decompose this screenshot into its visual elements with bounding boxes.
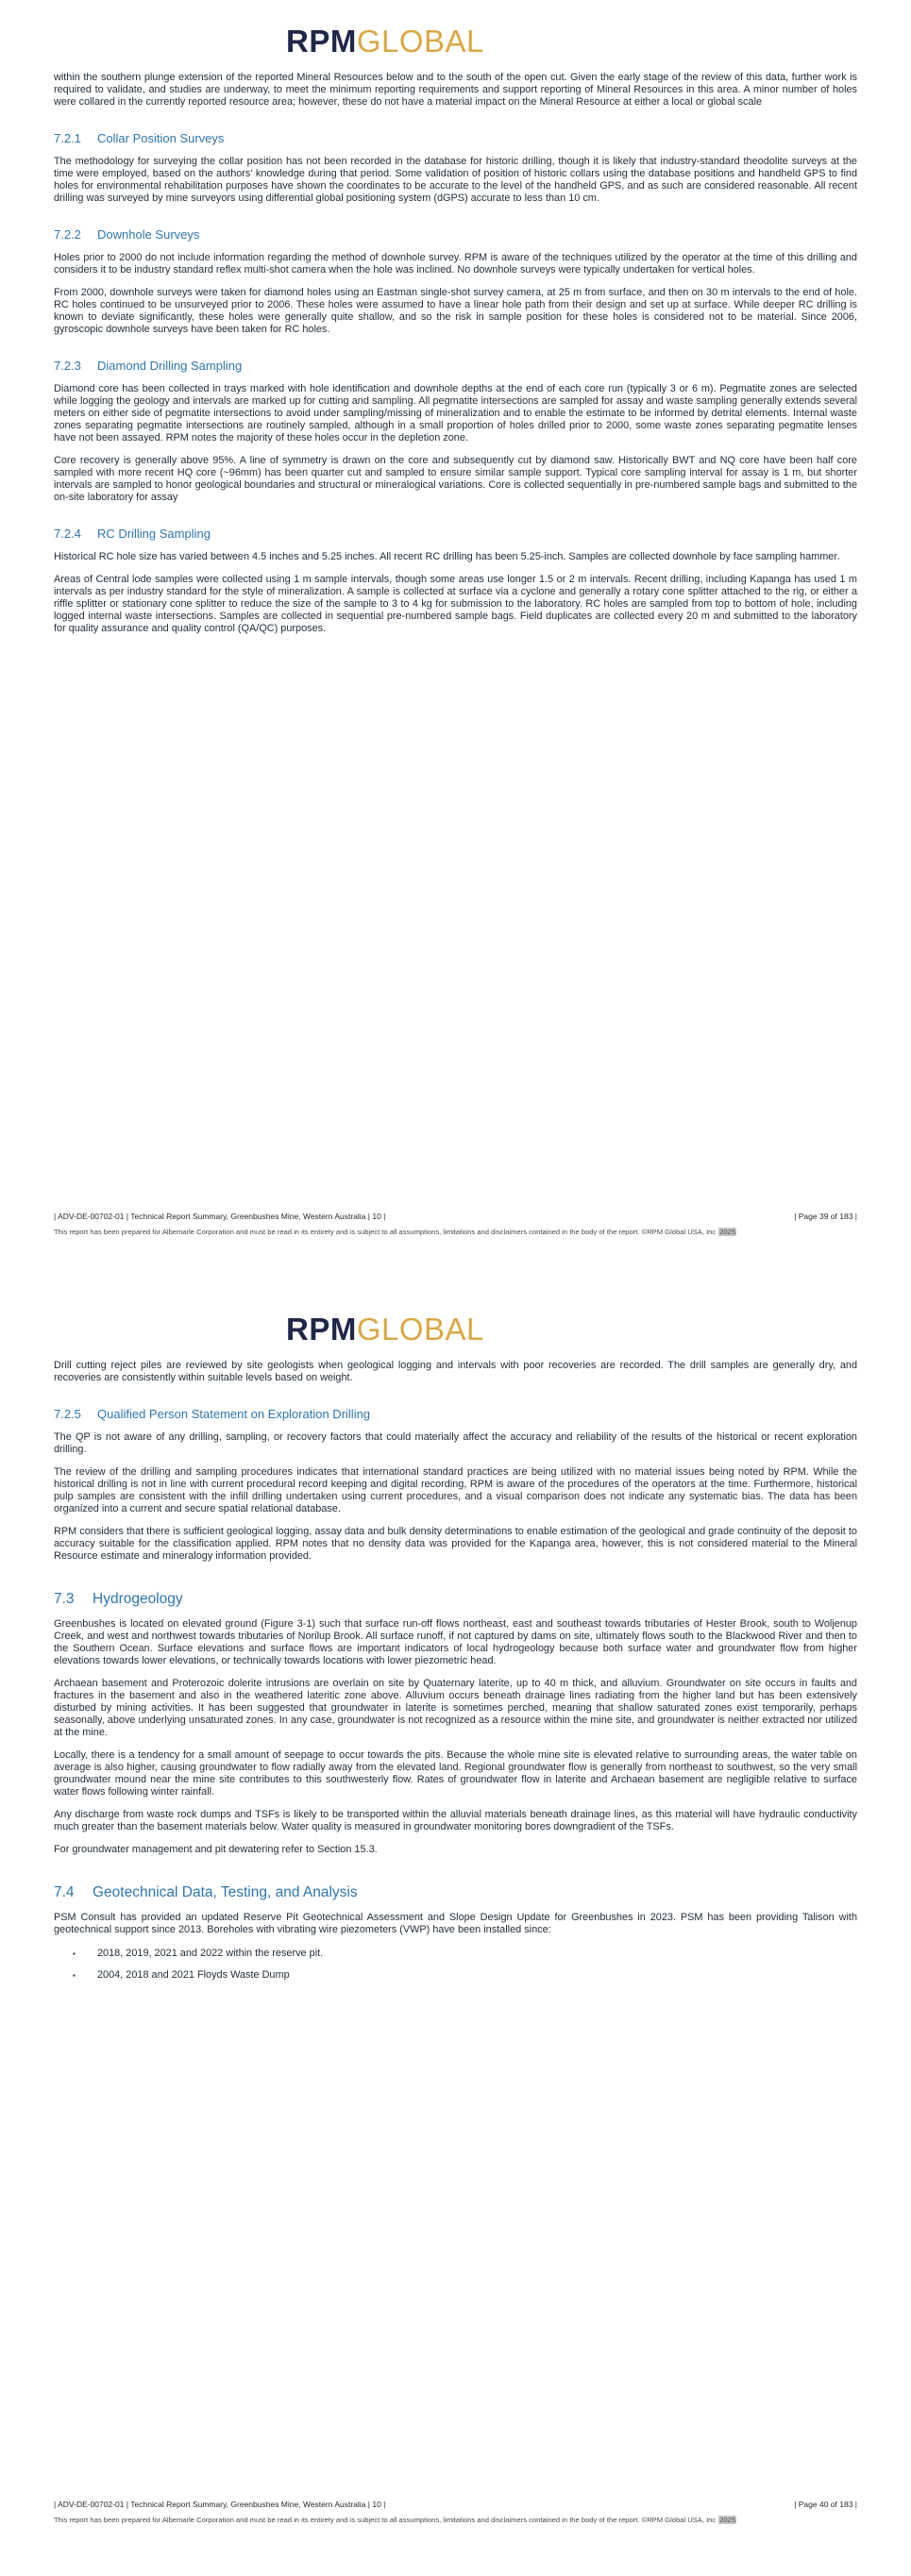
page-content xyxy=(0,72,911,635)
rpmglobal-logo xyxy=(286,25,911,59)
section-heading-collar-position-surveys xyxy=(54,131,857,145)
heading-number: 7.2.3 xyxy=(54,359,81,373)
paragraph: Drill cutting reject piles are reviewed by site geologists when geological logging and intervals with poor recoveries are recorded. The drill samples are generally dry, and recoveries are consistently within suitable levels based on weight. xyxy=(54,1360,857,1383)
section-heading-rc-drilling-sampling xyxy=(54,527,857,541)
paragraph: From 2000, downhole surveys were taken for diamond holes using an Eastman single-shot survey camera, at 25 m from surface, and then on 30 m intervals to the end of hole. RC holes continued to be unsurveyed prior to 2006. These holes were assumed to have a linear hole path from their design and set up at surface. While deeper RC drilling is known to deviate significantly, these holes were generally quite shallow, and so the risk in sample position for these holes is considered not to be material. Since 2006, gyroscopic downhole surveys have been taken for RC holes. xyxy=(54,287,857,335)
disclaimer-year-highlight: 2025 xyxy=(719,2515,736,2524)
heading-title: RC Drilling Sampling xyxy=(97,527,211,541)
footer-doc-info: | ADV-DE-00702-01 | Technical Report Summary, Greenbushes Mine, Western Australia | 10 | xyxy=(54,1211,386,1221)
logo-global-text: GLOBAL xyxy=(356,1312,484,1347)
page-content xyxy=(0,1360,911,1982)
heading-number: 7.2.5 xyxy=(54,1407,81,1421)
paragraph: The review of the drilling and sampling procedures indicates that international standard practices are being utilized with no material issues being noted by RPM. While the historical drilling is not in line with current procedural record keeping and digital recording, RPM is aware of the procedures of the operators at the time. Furthermore, historical pulp samples are consistent with the infill drilling undertaken using current procedures, and a visual comparison does not indicate any systematic bias. The data has been organized into a current and secure spatial relational database. xyxy=(54,1466,857,1514)
footer-page-number: | Page 39 of 183 | xyxy=(794,1211,857,1221)
page-footer xyxy=(54,2500,857,2525)
section-heading-downhole-surveys xyxy=(54,227,857,242)
paragraph: Greenbushes is located on elevated ground (Figure 3-1) such that surface run-off flows northeast, east and southeast towards tributaries of Hester Brook, south to Woljenup Creek, and west and northwest towards tributaries of Norilup Brook. All surface runoff, if not captured by dams on site, ultimately flows south to the Blackwood River and then to the Southern Ocean. Surface elevations and surface flows are important indicators of local hydrogeology because both surface water and groundwater flow from higher elevations towards lower elevations, or technically towards locations with lower piezometric head. xyxy=(54,1618,857,1666)
logo-global-text: GLOBAL xyxy=(356,24,484,59)
paragraph: The QP is not aware of any drilling, sampling, or recovery factors that could materially affect the accuracy and reliability of the results of the historical or recent exploration drilling. xyxy=(54,1431,857,1455)
paragraph: Archaean basement and Proterozoic dolerite intrusions are overlain on site by Quaternary laterite, up to 40 m thick, and alluvium. Groundwater on site occurs in faults and fractures in the basement and also in the weathered lateritic zone above. Alluvium occurs beneath drainage lines radiating from the higher land but has been extensively disturbed by mining activities. It has been suggested that groundwater in laterite is sometimes perched, meaning that shallow saturated zones exist temporarily, perhaps seasonally, above underlying unsaturated zones. In any case, groundwater is not recognized as a resource within the mine site, and groundwater is neither extracted nor utilized at the mine. xyxy=(54,1678,857,1738)
bullet-text: 2018, 2019, 2021 and 2022 within the reserve pit. xyxy=(97,1948,324,1959)
paragraph: Historical RC hole size has varied between 4.5 inches and 5.25 inches. All recent RC drilling has been 5.25-inch. Samples are collected downhole by face sampling hammer. xyxy=(54,551,840,562)
heading-title: Collar Position Surveys xyxy=(97,131,225,145)
section-heading-qualified-person-statement xyxy=(54,1407,857,1421)
footer-disclaimer xyxy=(54,1228,857,1237)
paragraph: Holes prior to 2000 do not include information regarding the method of downhole survey. RPM is aware of the techniques utilized by the operator at the time of this drilling and considers it to be industry standard reflex multi-shot camera when the hole was inclined. No downhole surveys were typically undertaken for vertical holes. xyxy=(54,252,857,276)
section-heading-hydrogeology xyxy=(54,1591,857,1608)
disclaimer-year-highlight: 2025 xyxy=(719,1227,736,1236)
list-item xyxy=(73,1969,857,1982)
paragraph: For groundwater management and pit dewatering refer to Section 15.3. xyxy=(54,1844,378,1855)
paragraph: PSM Consult has provided an updated Reserve Pit Geotechnical Assessment and Slope Design Update for Greenbushes in 2023. PSM has been providing Talison with geotechnical support since 2013. Boreholes with vibrating wire piezometers (VWP) have been installed since: xyxy=(54,1912,857,1935)
bullet-icon: ▪ xyxy=(73,1971,76,1980)
section-heading-diamond-drilling-sampling xyxy=(54,359,857,373)
heading-number: 7.3 xyxy=(54,1591,75,1607)
footer-row xyxy=(54,1212,857,1222)
logo-rpm-text: RPM xyxy=(286,1312,357,1347)
heading-number: 7.2.2 xyxy=(54,227,81,242)
footer-disclaimer xyxy=(54,2516,857,2525)
rpmglobal-logo xyxy=(286,1313,911,1347)
paragraph: within the southern plunge extension of the reported Mineral Resources below and to the south of the open cut. Given the early stage of the review of this data, further work is required to validate, and studies are underway, to meet the minimum reporting requirements and support reporting of Mineral Resources in this area. A minor number of holes were collared in the currently reported resource area; however, these do not have a material impact on the Mineral Resource at either a local or global scale xyxy=(54,72,857,108)
heading-number: 7.4 xyxy=(54,1884,75,1900)
paragraph: Any discharge from waste rock dumps and TSFs is likely to be transported within the alluvial materials beneath drainage lines, as this material will have hydraulic conductivity much greater than the basement materials below. Water quality is measured in groundwater monitoring bores downgradient of the TSFs. xyxy=(54,1809,857,1832)
paragraph: Areas of Central lode samples were collected using 1 m sample intervals, though some areas use longer 1.5 or 2 m intervals. Recent drilling, including Kapanga has used 1 m intervals as per industry standard for the style of mineralization. A sample is collected at surface via a cyclone and generally a rotary cone splitter attached to the rig, or either a riffle splitter or stationary cone splitter to reduce the size of the sample to 3 to 4 kg for submission to the laboratory. RC holes are sampled from top to bottom of hole, including logged internal waste intersections. Samples are collected in sequential pre-numbered sample bags. Field duplicates are collected every 20 m and submitted to the laboratory for quality assurance and quality control (QA/QC) purposes. xyxy=(54,574,857,634)
heading-title: Qualified Person Statement on Exploration Drilling xyxy=(97,1407,371,1421)
list-item xyxy=(73,1948,857,1960)
paragraph: Diamond core has been collected in trays marked with hole identification and downhole depths at the end of each core run (typically 3 or 6 m). Pegmatite zones are selected while logging the geology and intervals are marked up for cutting and sampling. All pegmatite intersections are sampled for assay and waste sampling generally extends several meters on either side of pegmatite intersections to avoid under sampling/missing of mineralization and to enable the estimate to be informed by detrital elements. Internal waste zones separating pegmatite intersections are routinely sampled, although in a small proportion of holes drilled prior to 2000, some waste zones separating pegmatite lenses have not been assayed. RPM notes the majority of these holes occur in the depletion zone. xyxy=(54,383,857,443)
heading-title: Geotechnical Data, Testing, and Analysis xyxy=(93,1884,358,1900)
section-heading-geotechnical-data xyxy=(54,1884,857,1901)
document-page-40 xyxy=(0,1288,911,2576)
heading-title: Diamond Drilling Sampling xyxy=(97,359,243,373)
disclaimer-text: This report has been prepared for Albemarle Corporation and must be read in its entirety and is subject to all assumptions, limitations and disclaimers contained in the body of the report. ©RPM Global USA, Inc xyxy=(54,2515,717,2524)
footer-row xyxy=(54,2500,857,2510)
heading-number: 7.2.1 xyxy=(54,131,81,145)
paragraph: Locally, there is a tendency for a small amount of seepage to occur towards the pits. Because the whole mine site is elevated relative to surrounding areas, the water table on average is also higher, causing groundwater to flow radially away from the elevated land. Regional groundwater flow is generally from northeast to southwest, so the very small groundwater mound near the mine site contributes to this southwesterly flow. Rates of groundwater flow in laterite and Archaean basement are negligible relative to surface water flows following winter rainfall. xyxy=(54,1749,857,1798)
footer-doc-info: | ADV-DE-00702-01 | Technical Report Summary, Greenbushes Mine, Western Australia | 10 | xyxy=(54,2499,386,2509)
paragraph: Core recovery is generally above 95%. A line of symmetry is drawn on the core and subsequently cut by diamond saw. Historically BWT and NQ core have been half core sampled with more recent HQ core (~96mm) has been quarter cut and sampled to ensure similar sample support. Typical core sampling interval for assay is 1 m, but shorter intervals are sampled to honor geological boundaries and structural or mineralogical variations. Core is collected sequentially in pre-numbered sample bags and submitted to the on-site laboratory for assay xyxy=(54,455,857,503)
heading-title: Hydrogeology xyxy=(93,1591,183,1607)
paragraph: The methodology for surveying the collar position has not been recorded in the database for historic drilling, though it is likely that industry-standard theodolite surveys at the time were employed, based on the authors' knowledge during that period. Some validation of position of historic collars using the database positions and handheld GPS to find holes for environmental rehabilitation purposes have shown the coordinates to be accurate to the level of the handheld GPS, and as such are considered reasonable. All recent drilling was surveyed by mine surveyors using differential global positioning system (dGPS) accurate to less than 10 cm. xyxy=(54,156,857,204)
footer-page-number: | Page 40 of 183 | xyxy=(794,2499,857,2509)
bullet-icon: ▪ xyxy=(73,1949,76,1958)
heading-title: Downhole Surveys xyxy=(97,227,200,242)
paragraph: RPM considers that there is sufficient geological logging, assay data and bulk density determinations to enable estimation of the geological and grade continuity of the deposit to accuracy suitable for the classification applied. RPM notes that no density data was provided for the Kapanga area, however, this is not considered material to the Mineral Resource estimate and mineralogy information provided. xyxy=(54,1526,857,1562)
page-footer xyxy=(54,1212,857,1237)
logo-rpm-text: RPM xyxy=(286,24,357,59)
disclaimer-text: This report has been prepared for Albemarle Corporation and must be read in its entirety and is subject to all assumptions, limitations and disclaimers contained in the body of the report. ©RPM Global USA, Inc xyxy=(54,1227,717,1236)
bullet-text: 2004, 2018 and 2021 Floyds Waste Dump xyxy=(97,1969,290,1981)
bullet-list xyxy=(54,1948,857,1982)
heading-number: 7.2.4 xyxy=(54,527,81,541)
